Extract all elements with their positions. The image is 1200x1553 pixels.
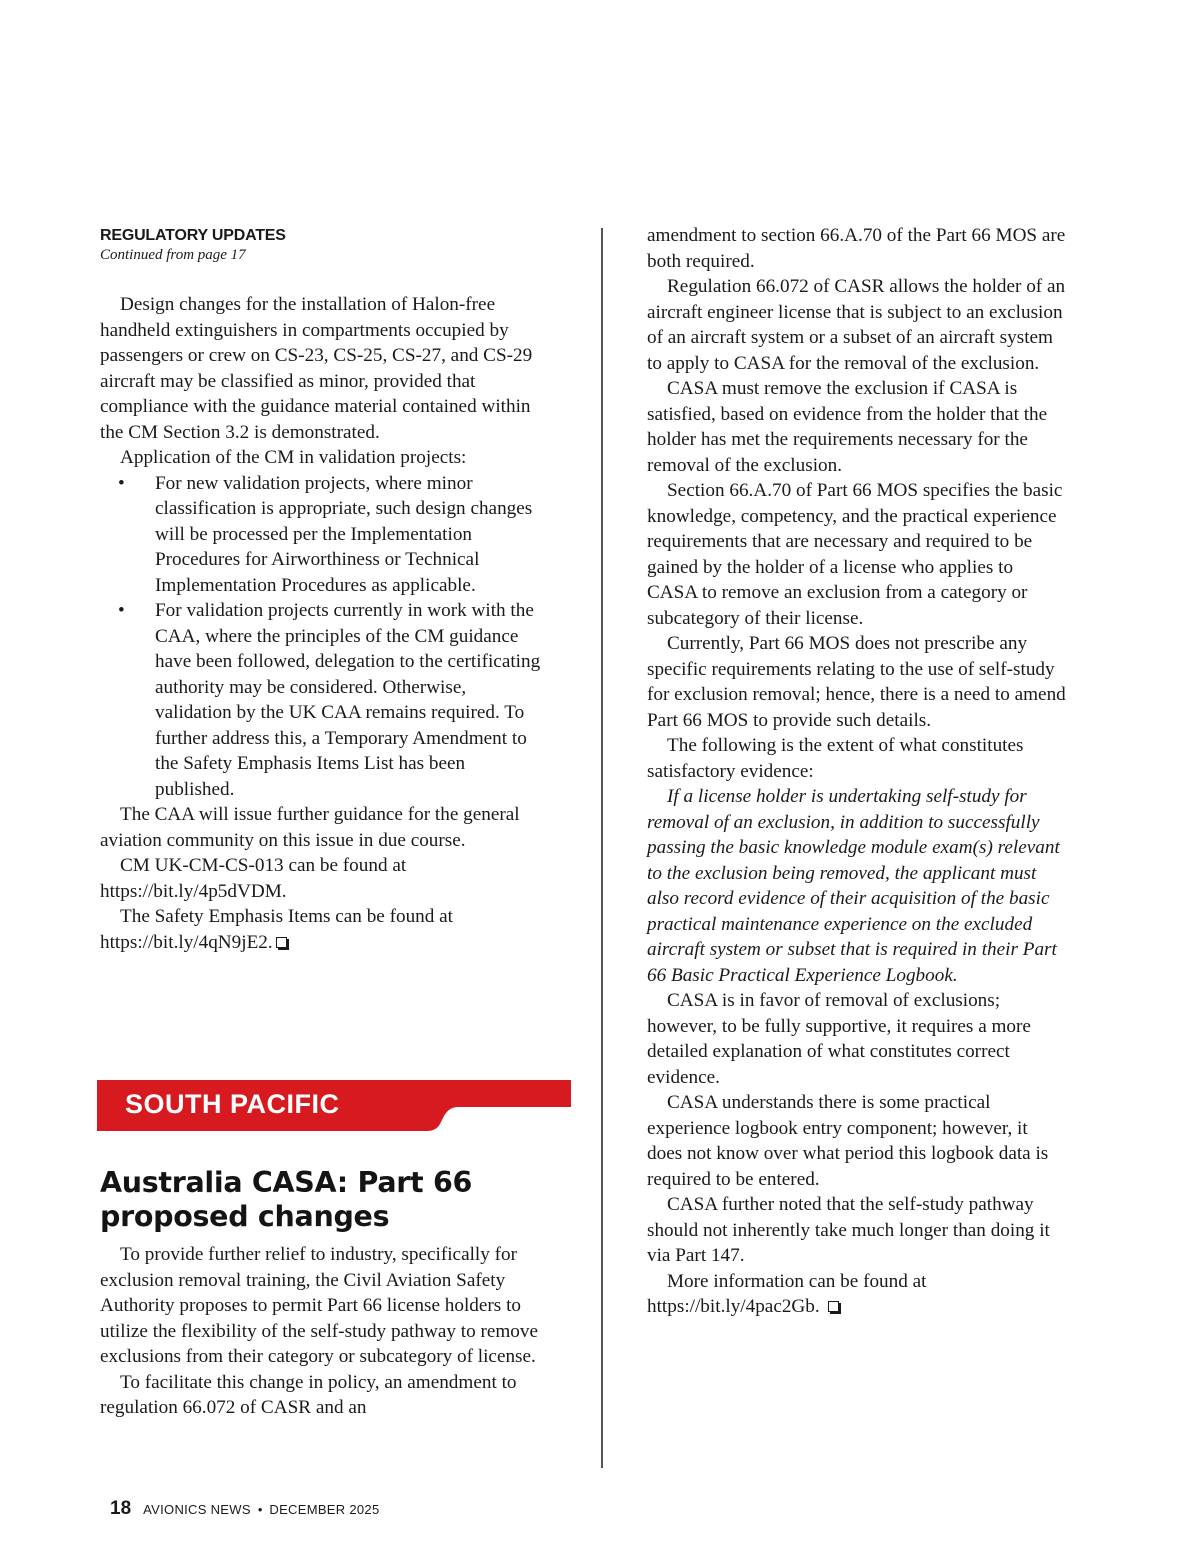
paragraph-text: More information can be found at https://bit.ly/4pac2Gb. xyxy=(647,1270,927,1317)
end-mark-icon xyxy=(276,937,287,948)
paragraph-text: The Safety Emphasis Items can be found at https://bit.ly/4qN9jE2. xyxy=(100,906,454,953)
paragraph: Design changes for the installation of Halon-free handheld extinguishers in compartments occupied by passengers or crew on CS-23, CS-25, CS-27, and CS-29 aircraft may be classified as minor, provided that compliance with the guidance material contained within the CM Section 3.2 is demonstrated. xyxy=(100,294,533,443)
paragraph xyxy=(647,1269,1067,1320)
banner-label: SOUTH PACIFIC xyxy=(125,1089,340,1119)
left-column xyxy=(100,226,546,955)
bullet-icon: • xyxy=(118,472,125,494)
paragraph: CM UK-CM-CS-013 can be found at https://bit.ly/4p5dVDM. xyxy=(100,855,407,902)
paragraph: The CAA will issue further guidance for the general aviation community on this issue in due course. xyxy=(100,804,520,851)
magazine-name: AVIONICS NEWS xyxy=(143,1502,251,1517)
continued-note: Continued from page 17 xyxy=(100,247,246,263)
section-banner xyxy=(97,1080,571,1131)
quoted-requirement: If a license holder is undertaking self-study for removal of an exclusion, in addition to successfully passing the basic knowledge module exam(s) relevant to the exclusion being removed, the applicant must also record evidence of their acquisition of the basic practical maintenance experience on the excluded aircraft system or subset that is required in their Part 66 Basic Practical Experience Logbook. xyxy=(647,786,1060,986)
list-item xyxy=(100,471,546,599)
paragraph: amendment to section 66.A.70 of the Part 66 MOS are both required. xyxy=(647,225,1066,272)
paragraph: Currently, Part 66 MOS does not prescribe any specific requirements relating to the use of self-study for exclusion removal; hence, there is a need to amend Part 66 MOS to provide such details. xyxy=(647,633,1066,731)
bullet-icon: • xyxy=(118,600,125,621)
list-item-text: For validation projects currently in work with the CAA, where the principles of the CM guidance have been followed, delegation to the certificating authority may be considered. Otherwise, validation by the UK CAA remains required. To further address this, a Temporary Amendment to the Safety Emphasis Items List has been published. xyxy=(155,600,541,800)
section-kicker: REGULATORY UPDATES xyxy=(100,227,286,244)
page-number: 18 xyxy=(110,1498,132,1519)
paragraph: Section 66.A.70 of Part 66 MOS specifies the basic knowledge, competency, and the practical experience requirements that are necessary and required to be gained by the holder of a license who applies to CASA to remove an exclusion from a category or subcategory of their license. xyxy=(647,480,1063,629)
article-body xyxy=(100,1242,546,1421)
page-footer xyxy=(110,1498,379,1520)
paragraph: Regulation 66.072 of CASR allows the holder of an aircraft engineer license that is subject to an exclusion of an aircraft system or a subset of an aircraft system to apply to CASA for the removal of the exclusion. xyxy=(647,276,1066,374)
column-divider xyxy=(601,228,603,1468)
paragraph: CASA is in favor of removal of exclusions; however, to be fully supportive, it requires a more detailed explanation of what constitutes correct evidence. xyxy=(647,990,1031,1088)
paragraph: To provide further relief to industry, specifically for exclusion removal training, the Civil Aviation Safety Authority proposes to permit Part 66 license holders to utilize the flexibility of the self-study pathway to remove exclusions from their category or subcategory of license. xyxy=(100,1244,538,1367)
issue-date: DECEMBER 2025 xyxy=(269,1502,380,1517)
paragraph: Application of the CM in validation projects: xyxy=(120,447,467,468)
right-column xyxy=(647,223,1067,1320)
footer-separator: • xyxy=(257,1502,263,1517)
list-item-text: For new validation projects, where minor classification is appropriate, such design changes will be processed per the Implementation Procedures for Airworthiness or Technical Implementation Procedures as applicable. xyxy=(155,472,533,596)
end-mark-icon xyxy=(828,1301,839,1312)
paragraph: To facilitate this change in policy, an amendment to regulation 66.072 of CASR and an xyxy=(100,1371,517,1418)
paragraph: The following is the extent of what constitutes satisfactory evidence: xyxy=(647,735,1024,782)
paragraph xyxy=(100,904,546,955)
article-headline: Australia CASA: Part 66 proposed changes xyxy=(100,1166,473,1233)
list-item xyxy=(100,598,546,802)
bullet-list xyxy=(100,471,546,803)
paragraph: CASA further noted that the self-study pathway should not inherently take much longer than doing it via Part 147. xyxy=(647,1194,1050,1266)
paragraph: CASA must remove the exclusion if CASA is satisfied, based on evidence from the holder that the holder has met the requirements necessary for the removal of the exclusion. xyxy=(647,378,1048,476)
paragraph: CASA understands there is some practical experience logbook entry component; however, it does not know over what period this logbook data is required to be entered. xyxy=(647,1092,1049,1190)
